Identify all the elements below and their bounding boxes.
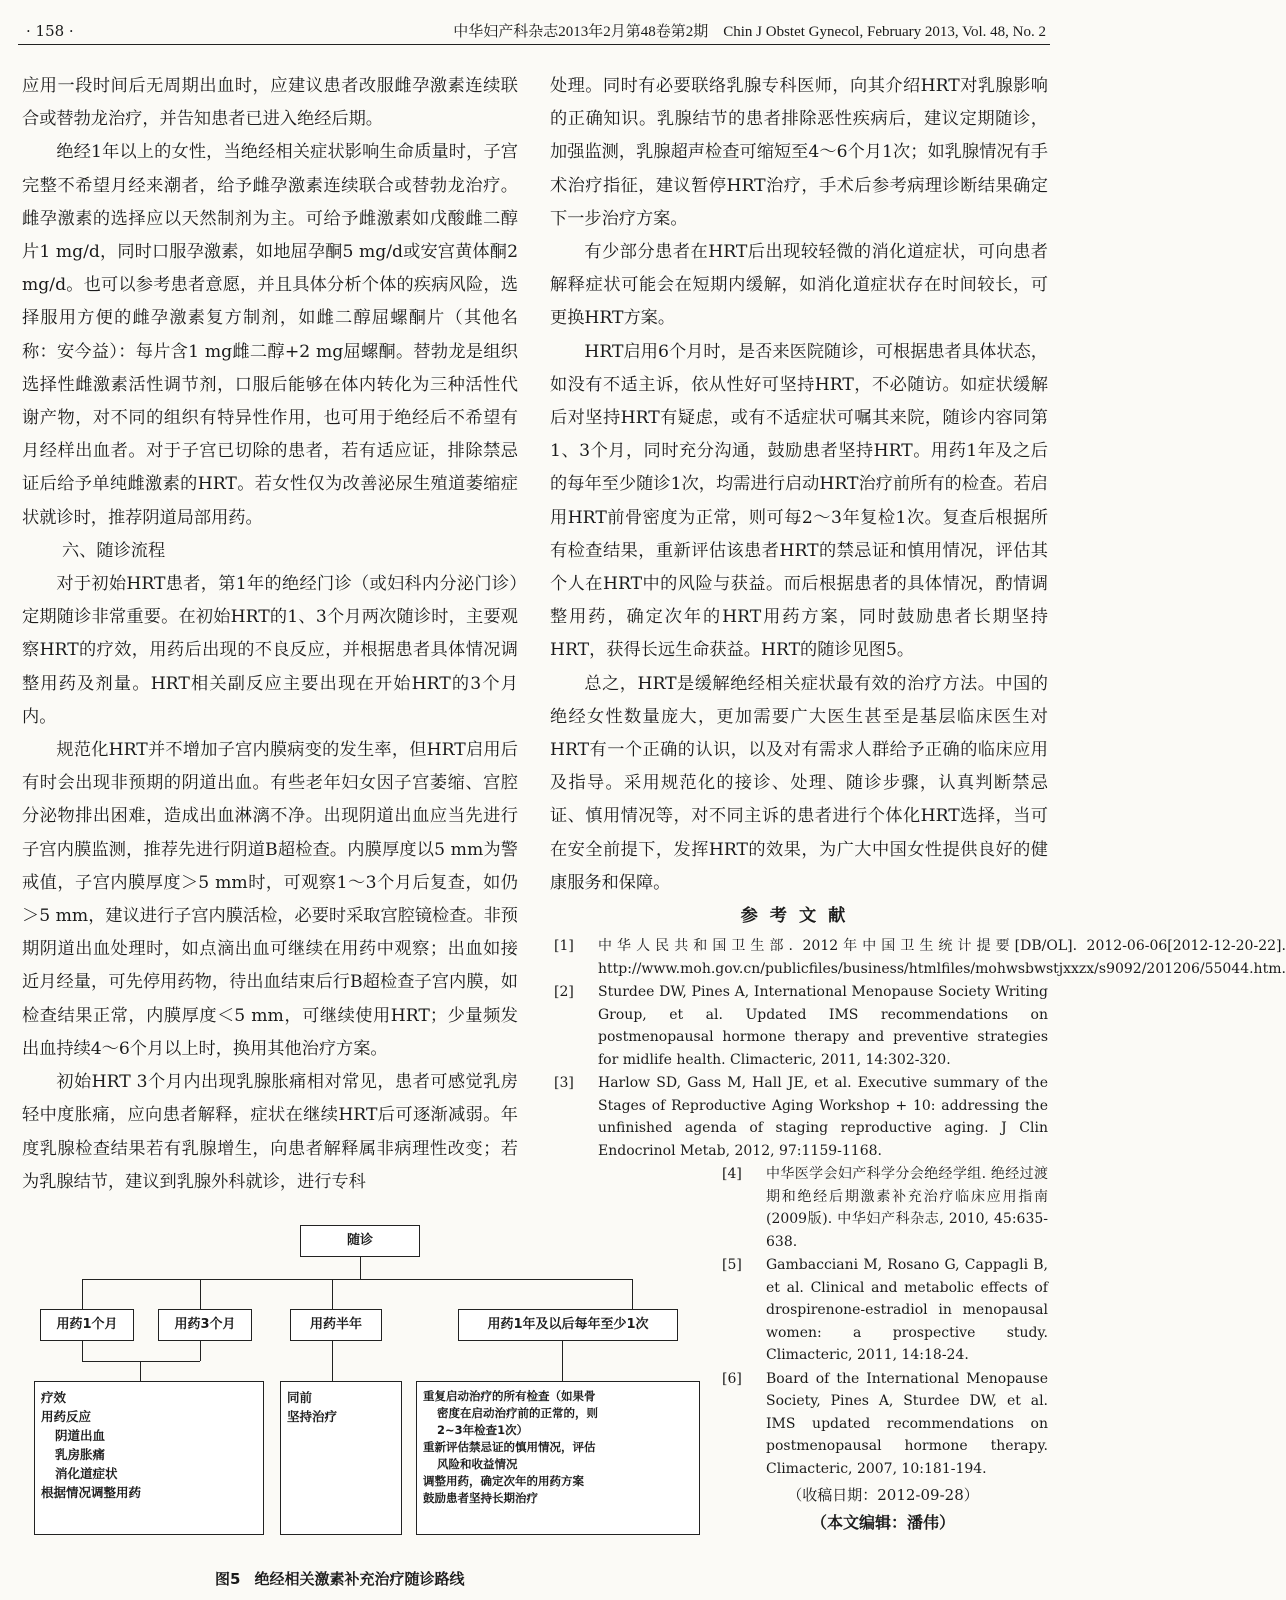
paragraph: 应用一段时间后无周期出血时，应建议患者改服雌孕激素连续联合或替勃龙治疗，并告知患者已进入绝经后期。 — [22, 76, 518, 130]
connector-line — [200, 1339, 201, 1361]
connector-line — [360, 1255, 361, 1279]
connector-line — [200, 1279, 201, 1309]
connector-line — [82, 1339, 83, 1361]
followup-flowchart — [22, 1225, 702, 1565]
detail-line: 阴道出血 — [55, 1428, 106, 1443]
detail-line: 用药反应 — [41, 1409, 92, 1424]
ref-number: [2] — [554, 984, 574, 1001]
reference-item — [718, 1254, 1048, 1367]
paragraph: 有少部分患者在HRT后出现较轻微的消化道症状，可向患者解释症状可能会在短期内缓解，如消化道症状存在时间较长，可更换HRT方案。 — [550, 242, 1048, 329]
connector-line — [140, 1361, 141, 1381]
figure-title: 绝经相关激素补充治疗随诊路线 — [254, 1570, 465, 1588]
reference-item — [550, 1072, 1048, 1162]
received-date: （收稿日期：2012-09-28） — [787, 1486, 979, 1505]
page-number: · 158 · — [26, 22, 74, 40]
paragraph: 初始HRT 3个月内出现乳腺胀痛相对常见，患者可感觉乳房轻中度胀痛，应向患者解释，症状在继续HRT后可逐渐减弱。年度乳腺检查结果若有乳腺增生，向患者解释属非病理性改变；若为乳腺结节，建议到乳腺外科就诊，进行专科 — [22, 1072, 518, 1192]
paragraph: 绝经1年以上的女性，当绝经相关症状影响生命质量时，子宫完整不希望月经来潮者，给予雌孕激素连续联合或替勃龙治疗。雌孕激素的选择应以天然制剂为主。可给予雌激素如戊酸雌二醇片1 mg/d，同时口服孕激素，如地屈孕酮5 mg/d或安宫黄体酮2 mg/d。也可以参考患者意愿，并且具体分析个体的疾病风险，选择服用方便的雌孕激素复方制剂，如雌二醇屈螺酮片（其他名称：安今益）：每片含1 mg雌二醇+2 mg屈螺酮。替勃龙是组织选择性雌激素活性调节剂，口服后能够在体内转化为三种活性代谢产物，对不同的组织有特异性作用，也可用于绝经后不希望有月经样出血者。对于子宫已切除的患者，若有适应证，排除禁忌证后给予单纯雌激素的HRT。若女性仅为改善泌尿生殖道萎缩症状就诊时，推荐阴道局部用药。 — [22, 142, 518, 528]
detail-line: 同前 — [287, 1390, 313, 1405]
connector-line — [332, 1339, 333, 1381]
connector-line — [82, 1279, 83, 1309]
connector-line — [82, 1279, 632, 1280]
connector-line — [332, 1279, 333, 1309]
ref-number: [6] — [722, 1370, 742, 1387]
detail-line: 乳房胀痛 — [55, 1447, 106, 1462]
reference-item — [718, 1163, 1048, 1253]
paragraph: 对于初始HRT患者，第1年的绝经门诊（或妇科内分泌门诊）定期随诊非常重要。在初始HRT的1、3个月两次随诊时，主要观察HRT的疗效，用药后出现的不良反应，并根据患者具体情况调整用药及剂量。HRT相关副反应主要出现在开始HRT的3个月内。 — [22, 574, 518, 727]
paragraph: 处理。同时有必要联络乳腺专科医师，向其介绍HRT对乳腺影响的正确知识。乳腺结节的患者排除恶性疾病后，建议定期随诊，加强监测，乳腺超声检查可缩短至4～6个月1次；如乳腺情况有手术治疗指征，建议暂停HRT治疗，手术后参考病理诊断结果确定下一步治疗方案。 — [550, 76, 1048, 229]
paragraph: HRT启用6个月时，是否来医院随诊，可根据患者具体状态，如没有不适主诉，依从性好可坚持HRT，不必随访。如症状缓解后对坚持HRT有疑虑，或有不适症状可嘱其来院，随诊内容同第1、3个月，同时充分沟通，鼓励患者坚持HRT。用药1年及之后的每年至少随诊1次，均需进行启动HRT治疗前所有的检查。若启用HRT前骨密度为正常，则可每2～3年复检1次。复查后根据所有检查结果，重新评估该患者HRT的禁忌证和慎用情况，评估其个人在HRT中的风险与获益。而后根据患者的具体情况，酌情调整用药，确定次年的HRT用药方案，同时鼓励患者长期坚持HRT，获得长远生命获益。HRT的随诊见图5。 — [550, 341, 1048, 661]
detail-line: 疗效 — [41, 1390, 67, 1405]
connector-line — [632, 1279, 633, 1309]
figure-caption — [215, 1568, 478, 1589]
reference-item — [718, 1368, 1048, 1481]
ref-text: Board of the International Menopause Society, Pines A, Sturdee DW, et al. IMS updated recommendations on postmenopausal hormone therapy. Climacteric, 2007, 10:181-194. — [766, 1370, 1048, 1477]
detail-line: 风险和收益情况 — [437, 1457, 518, 1471]
references-heading: 参考文献 — [740, 906, 858, 927]
detail-line: 调整用药，确定次年的用药方案 — [423, 1474, 584, 1488]
flow-box-half-year: 用药半年 — [290, 1309, 382, 1341]
flow-box-yearly: 用药1年及以后每年至少1次 — [458, 1309, 678, 1341]
flow-box-1-month: 用药1个月 — [40, 1309, 134, 1341]
detail-line: 根据情况调整用药 — [41, 1485, 142, 1500]
detail-line: 密度在启动治疗前的正常的，则 — [437, 1406, 598, 1420]
ref-number: [4] — [722, 1166, 742, 1183]
left-column — [22, 70, 518, 1199]
page-header — [18, 14, 1050, 45]
flow-root-box: 随诊 — [300, 1225, 420, 1257]
detail-line: 消化道症状 — [55, 1466, 118, 1481]
connector-line — [82, 1361, 200, 1362]
detail-line: 重复启动治疗的所有检查（如果骨 — [423, 1389, 596, 1403]
connector-line — [562, 1339, 563, 1381]
flow-detail-half-year — [280, 1381, 402, 1535]
ref-number: [5] — [722, 1257, 742, 1274]
detail-line: 重新评估禁忌证的慎用情况，评估 — [423, 1440, 596, 1454]
detail-line: 鼓励患者坚持长期治疗 — [423, 1491, 538, 1505]
ref-text: 中华人民共和国卫生部. 2012年中国卫生统计提要[DB/OL]. 2012-06-06[2012-12-20-22]. http://www.moh.gov.cn/publicfiles/business/htmlfiles/mohwsbwstjxxzx/s9092/201206/55044.htm. — [598, 938, 1286, 977]
ref-text: Harlow SD, Gass M, Hall JE, et al. Executive summary of the Stages of Reproductive Aging Workshop + 10: addressing the unfinished agenda of staging reproductive aging. J Clin Endocrinol Metab, 2012, 97:1159-1168. — [598, 1075, 1048, 1159]
ref-text: Sturdee DW, Pines A, International Menopause Society Writing Group, et al. Updated IMS recommendations on postmenopausal hormone therapy and preventive strategies for midlife health. Climacteric, 2011, 14:302-320. — [598, 984, 1048, 1068]
ref-number: [1] — [554, 938, 574, 955]
figure-label: 图5 — [215, 1570, 241, 1588]
journal-info: 中华妇产科杂志2013年2月第48卷第2期 Chin J Obstet Gynecol, February 2013, Vol. 48, No. 2 — [453, 24, 1046, 40]
flow-detail-early — [34, 1381, 264, 1535]
flow-box-3-months: 用药3个月 — [158, 1309, 252, 1341]
paragraph: 总之，HRT是缓解绝经相关症状最有效的治疗方法。中国的绝经女性数量庞大，更加需要广大医生甚至是基层临床医生对HRT有一个正确的认识，以及对有需求人群给予正确的临床应用及指导。采用规范化的接诊、处理、随诊步骤，认真判断禁忌证、慎用情况等，对不同主诉的患者进行个体化HRT选择，当可在安全前提下，发挥HRT的效果，为广大中国女性提供良好的健康服务和保障。 — [550, 673, 1048, 893]
ref-number: [3] — [554, 1075, 574, 1092]
editor-note: （本文编辑：潘伟） — [810, 1513, 955, 1533]
paragraph: 规范化HRT并不增加子宫内膜病变的发生率，但HRT启用后有时会出现非预期的阴道出血。有些老年妇女因子宫萎缩、宫腔分泌物排出困难，造成出血淋漓不净。出现阴道出血应当先进行子宫内膜监测，推荐先进行阴道B超检查。内膜厚度以5 mm为警戒值，子宫内膜厚度＞5 mm时，可观察1～3个月后复查，如仍＞5 mm，建议进行子宫内膜活检，必要时采取宫腔镜检查。非预期阴道出血处理时，如点滴出血可继续在用药中观察；出血如接近月经量，可先停用药物，待出血结束后行B超检查子宫内膜，如检查结果正常，内膜厚度＜5 mm，可继续使用HRT；少量频发出血持续4～6个月以上时，换用其他治疗方案。 — [22, 740, 518, 1059]
ref-text: Gambacciani M, Rosano G, Cappagli B, et al. Clinical and metabolic effects of drospirenone-estradiol in menopausal women: a prospective study. Climacteric, 2011, 14:18-24. — [766, 1257, 1048, 1364]
reference-item — [550, 981, 1048, 1071]
reference-item — [550, 935, 1286, 980]
detail-line: 2~3年检查1次） — [437, 1423, 529, 1437]
flow-detail-yearly — [416, 1381, 700, 1535]
ref-text: 中华医学会妇产科学分会绝经学组. 绝经过渡期和绝经后期激素补充治疗临床应用指南(2009版). 中华妇产科杂志, 2010, 45:635-638. — [766, 1166, 1048, 1250]
section-heading: 六、随诊流程 — [62, 540, 166, 561]
detail-line: 坚持治疗 — [287, 1409, 338, 1424]
